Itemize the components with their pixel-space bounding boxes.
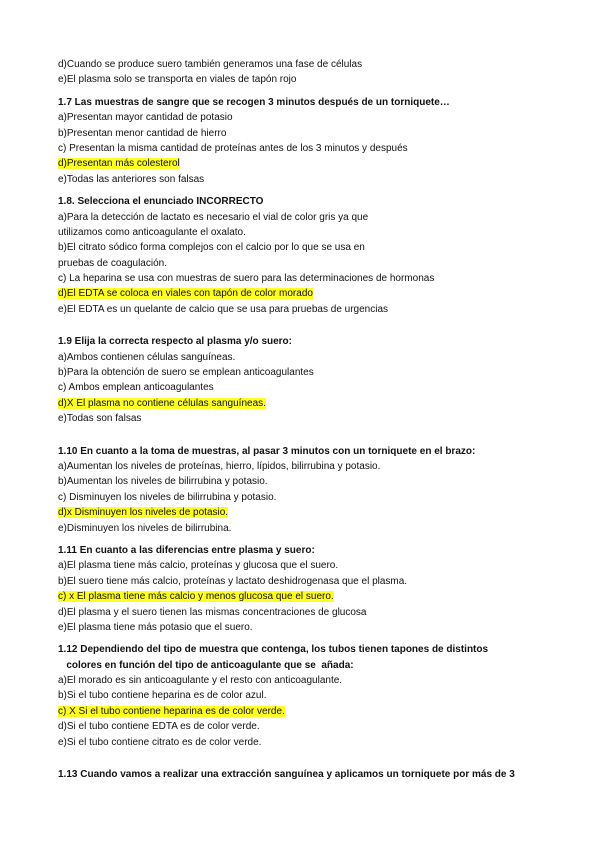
answer-option: pruebas de coagulación. (58, 257, 167, 269)
answer-option: a)Presentan mayor cantidad de potasio (58, 112, 233, 124)
answer-option: b)El citrato sódico forma complejos con el calcio por lo que se usa en (58, 242, 365, 254)
question-title: 1.10 En cuanto a la toma de muestras, al pasar 3 minutos con un torniquete en el brazo: (58, 445, 476, 457)
answer-option: c) La heparina se usa con muestras de suero para las determinaciones de hormonas (58, 273, 435, 285)
answer-option: c) Disminuyen los niveles de bilirrubina y potasio. (58, 491, 277, 503)
answer-option: a)El morado es sin anticoagulante y el resto con anticoagulante. (58, 675, 343, 687)
answer-option: e)El EDTA es un quelante de calcio que se usa para pruebas de urgencias (58, 303, 389, 315)
intro-line: e)El plasma solo se transporta en viales de tapón rojo (58, 74, 297, 86)
answer-option: e)Todas son falsas (58, 413, 142, 425)
question-title: 1.9 Elija la correcta respecto al plasma y/o suero: (58, 336, 292, 348)
answer-option: c) Ambos emplean anticoagulantes (58, 382, 214, 394)
answer-option: a)El plasma tiene más calcio, proteínas y glucosa que el suero. (58, 560, 339, 572)
highlighted-answer: d)El EDTA se coloca en viales con tapón de color morado (58, 288, 313, 300)
question-title: 1.13 Cuando vamos a realizar una extracción sanguínea y aplicamos un torniquete por más de 3 (58, 769, 515, 781)
answer-option: c) Presentan la misma cantidad de proteínas antes de los 3 minutos y después (58, 142, 408, 154)
answer-option: e)El plasma tiene más potasio que el suero. (58, 621, 253, 633)
answer-option: e)Si el tubo contiene citrato es de color verde. (58, 736, 262, 748)
answer-option: b)Presentan menor cantidad de hierro (58, 127, 227, 139)
document-page (58, 57, 558, 782)
highlighted-answer: d)x Disminuyen los niveles de potasio. (58, 507, 229, 519)
answer-option: e)Disminuyen los niveles de bilirrubina. (58, 522, 232, 534)
answer-option: a)Aumentan los niveles de proteínas, hierro, lípidos, bilirrubina y potasio. (58, 460, 381, 472)
answer-option: b)Si el tubo contiene heparina es de color azul. (58, 690, 267, 702)
answer-option: d)Si el tubo contiene EDTA es de color verde. (58, 721, 260, 733)
answer-option: b)Para la obtención de suero se emplean anticoagulantes (58, 367, 314, 379)
question-title: 1.12 Dependiendo del tipo de muestra que contenga, los tubos tienen tapones de distintos (58, 644, 489, 656)
question-title-continued: colores en función del tipo de anticoagulante que se añada: (58, 659, 354, 671)
question-title: 1.11 En cuanto a las diferencias entre plasma y suero: (58, 544, 315, 556)
question-title: 1.8. Selecciona el enunciado INCORRECTO (58, 196, 264, 208)
highlighted-answer: d)X El plasma no contiene células sanguíneas. (58, 397, 266, 409)
highlighted-answer: c) X Si el tubo contiene heparina es de color verde. (58, 705, 285, 717)
answer-option: d)El plasma y el suero tienen las mismas concentraciones de glucosa (58, 606, 367, 618)
highlighted-answer: c) x El plasma tiene más calcio y menos glucosa que el suero. (58, 591, 334, 603)
answer-option: a)Ambos contienen células sanguíneas. (58, 351, 236, 363)
intro-line: d)Cuando se produce suero también generamos una fase de células (58, 59, 363, 70)
highlighted-answer: d)Presentan más colesterol (58, 158, 180, 170)
question-title: 1.7 Las muestras de sangre que se recogen 3 minutos después de un torniquete… (58, 96, 450, 108)
answer-option: e)Todas las anteriores son falsas (58, 173, 205, 185)
answer-option: a)Para la detección de lactato es necesario el vial de color gris ya que (58, 211, 369, 223)
answer-option: b)Aumentan los niveles de bilirrubina y potasio. (58, 476, 268, 488)
answer-option: utilizamos como anticoagulante el oxalato. (58, 226, 246, 238)
answer-option: b)El suero tiene más calcio, proteínas y lactato deshidrogenasa que el plasma. (58, 575, 408, 587)
